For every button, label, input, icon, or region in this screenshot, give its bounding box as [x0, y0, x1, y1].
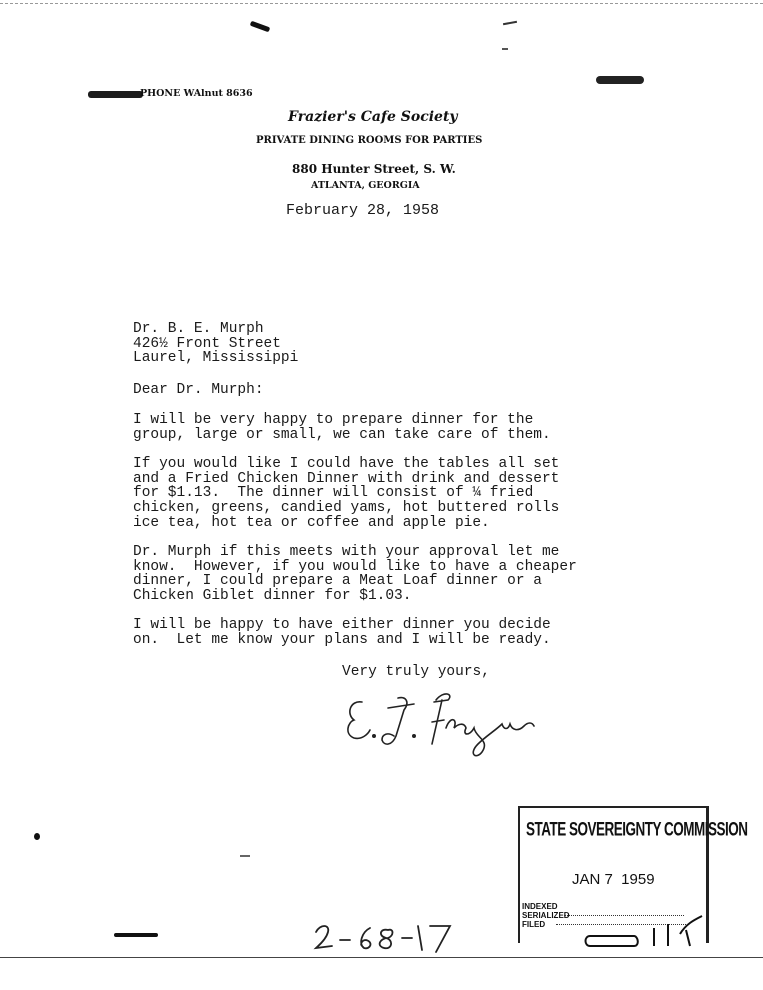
- letterhead-tagline: PRIVATE DINING ROOMS FOR PARTIES: [256, 135, 483, 146]
- body-line: I will be happy to have either dinner you decide: [133, 617, 551, 633]
- body-line: and a Fried Chicken Dinner with drink and dessert: [133, 470, 560, 487]
- body-line: know. However, if you would like to have a cheaper: [133, 558, 577, 575]
- page-bottom-edge: [0, 957, 763, 958]
- stamp-title: STATE SOVEREIGNTY COMMISSION: [526, 818, 748, 840]
- recipient-street: 426½ Front Street: [133, 335, 281, 352]
- paragraph: [133, 413, 551, 442]
- scan-mark: [503, 21, 517, 25]
- file-number: [310, 918, 460, 958]
- closing: Very truly yours,: [342, 664, 490, 680]
- stamp-serialized: SERIALIZED: [522, 911, 570, 920]
- stamp-filed: FILED: [522, 920, 546, 929]
- stamp-indexed: INDEXED: [522, 902, 558, 911]
- letterhead-redaction: [88, 91, 143, 98]
- scan-mark: [250, 21, 271, 33]
- letterhead-city: ATLANTA, GEORGIA: [311, 180, 420, 191]
- scan-mark: [502, 48, 508, 50]
- stamp-initials: [576, 914, 706, 948]
- body-line: group, large or small, we can take care of them.: [133, 426, 551, 443]
- letterhead-street: 880 Hunter Street, S. W.: [292, 162, 456, 176]
- body-line: chicken, greens, candied yams, hot buttered rolls: [133, 500, 560, 517]
- scan-mark: [34, 833, 40, 840]
- body-line: Dr. Murph if this meets with your approval let me: [133, 544, 560, 560]
- body-line: Chicken Giblet dinner for $1.03.: [133, 588, 412, 605]
- scan-mark: [240, 855, 250, 857]
- scan-mark: [114, 933, 158, 937]
- letter-date: February 28, 1958: [286, 202, 440, 219]
- paragraph: [133, 618, 551, 647]
- salutation: Dear Dr. Murph:: [133, 382, 264, 398]
- recipient-name: Dr. B. E. Murph: [133, 321, 264, 337]
- paragraph: [133, 545, 577, 604]
- body-line: ice tea, hot tea or coffee and apple pie.: [133, 514, 490, 531]
- body-line: dinner, I could prepare a Meat Loaf dinner or a: [133, 573, 542, 590]
- signature: [340, 680, 550, 760]
- body-line: If you would like I could have the tables all set: [133, 456, 560, 472]
- stamp-date: JAN 7 1959: [572, 871, 655, 888]
- page-top-edge: [0, 3, 763, 4]
- recipient-block: [133, 322, 298, 366]
- recipient-city: Laurel, Mississippi: [133, 350, 299, 367]
- body-line: on. Let me know your plans and I will be ready.: [133, 631, 551, 648]
- paragraph: [133, 457, 559, 531]
- body-line: I will be very happy to prepare dinner for the: [133, 412, 534, 428]
- body-line: for $1.13. The dinner will consist of ¼ fried: [133, 485, 534, 502]
- letterhead-business-name: Frazier's Cafe Society: [288, 109, 458, 125]
- letterhead-phone: PHONE WAlnut 8636: [140, 88, 253, 99]
- sovereignty-commission-stamp: [516, 806, 748, 948]
- scan-mark: [596, 76, 644, 84]
